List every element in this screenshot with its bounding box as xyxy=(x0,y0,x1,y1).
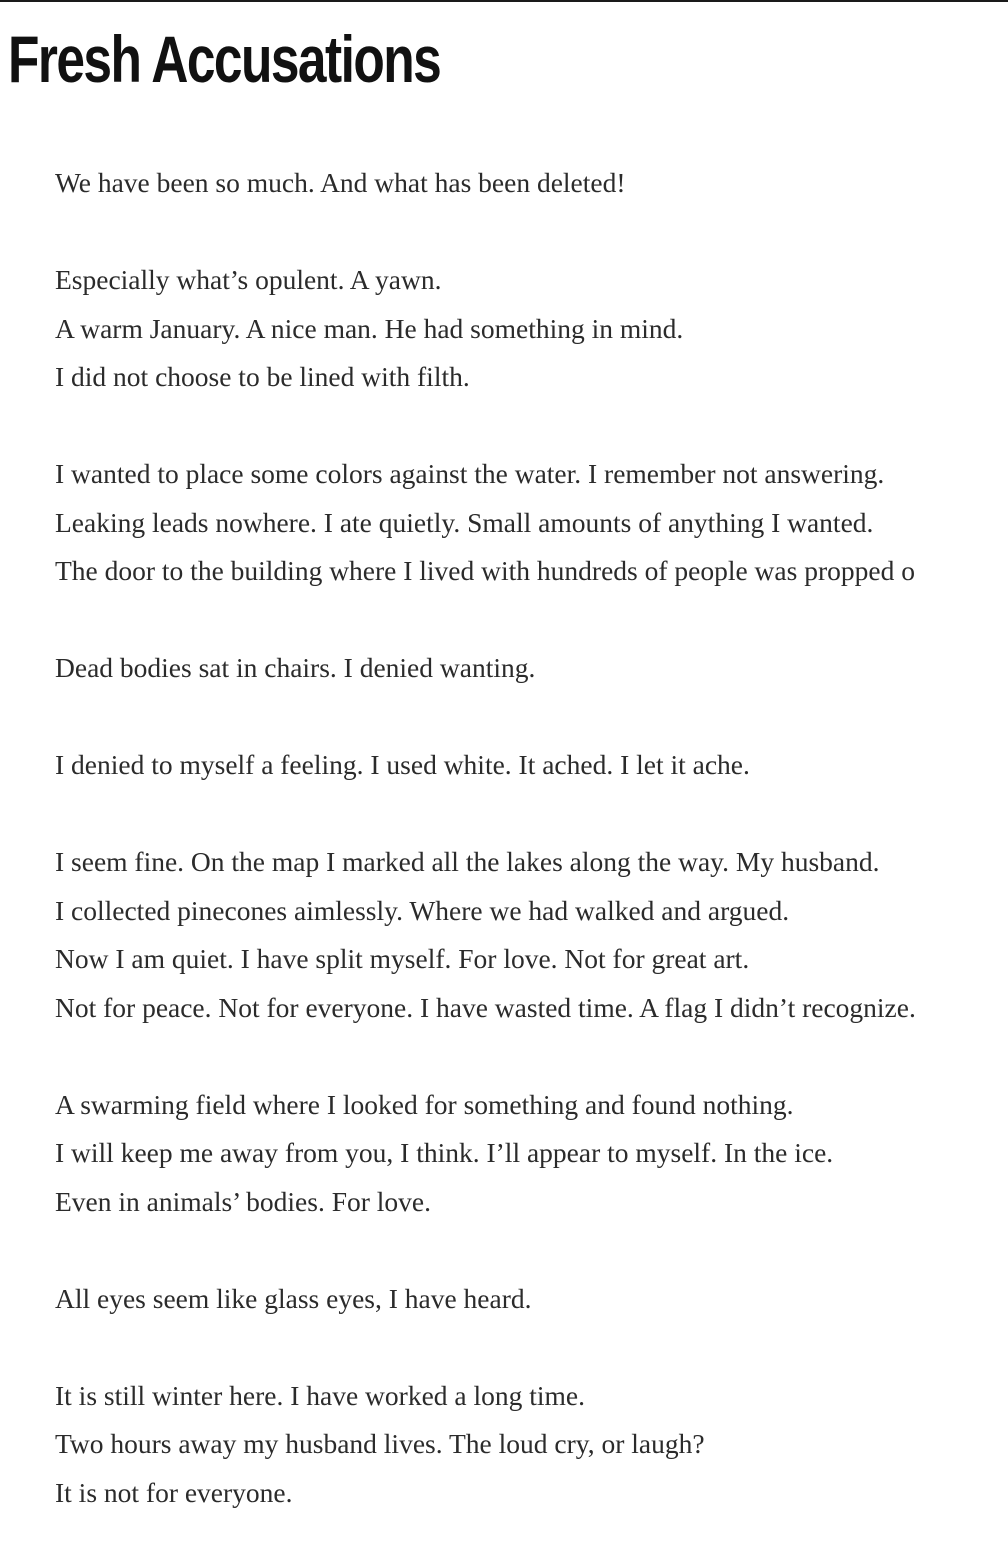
stanza xyxy=(55,1081,1008,1227)
poem-line: Now I am quiet. I have split myself. For love. Not for great art. xyxy=(55,943,750,974)
poem-line: It is not for everyone. xyxy=(55,1476,293,1508)
poem-line: Dead bodies sat in chairs. I denied wanting. xyxy=(55,652,536,683)
poem-line: The door to the building where I lived with hundreds of people was propped o xyxy=(55,555,915,586)
poem-line: I will keep me away from you, I think. I’ll appear to myself. In the ice. xyxy=(55,1137,834,1168)
poem-line: I wanted to place some colors against the water. I remember not answering. xyxy=(55,458,885,489)
poem-line: Not for peace. Not for everyone. I have wasted time. A flag I didn’t recognize. xyxy=(55,991,916,1023)
poem-line: A swarming field where I looked for something and found nothing. xyxy=(55,1088,794,1120)
poem-body xyxy=(55,159,1008,1566)
poem-line: I collected pinecones aimlessly. Where we had walked and argued. xyxy=(55,894,790,926)
stanza xyxy=(55,838,1008,1032)
poem-line: Leaking leads nowhere. I ate quietly. Small amounts of anything I wanted. xyxy=(55,506,874,538)
poem-line: Especially what’s opulent. A yawn. xyxy=(55,264,442,295)
poem-title: Fresh Accusations xyxy=(8,22,441,96)
stanza xyxy=(55,450,1008,596)
stanza xyxy=(55,159,1008,208)
poem-line: We have been so much. And what has been deleted! xyxy=(55,167,626,198)
stanza xyxy=(55,256,1008,402)
stanza xyxy=(55,741,1008,790)
poem-line: All eyes seem like glass eyes, I have heard. xyxy=(55,1282,532,1314)
poem-line: A warm January. A nice man. He had something in mind. xyxy=(55,312,684,344)
poem-line: I seem fine. On the map I marked all the lakes along the way. My husband. xyxy=(55,846,880,877)
poem-line: I denied to myself a feeling. I used white. It ached. I let it ache. xyxy=(55,749,750,780)
poem-line: Two hours away my husband lives. The loud cry, or laugh? xyxy=(55,1428,705,1459)
top-divider xyxy=(0,0,1008,2)
poem-line: I did not choose to be lined with filth. xyxy=(55,361,470,392)
poem-line: It is still winter here. I have worked a long time. xyxy=(55,1379,585,1411)
stanza xyxy=(55,1372,1008,1518)
poem-line: Even in animals’ bodies. For love. xyxy=(55,1185,432,1217)
stanza xyxy=(55,1275,1008,1324)
stanza xyxy=(55,644,1008,693)
